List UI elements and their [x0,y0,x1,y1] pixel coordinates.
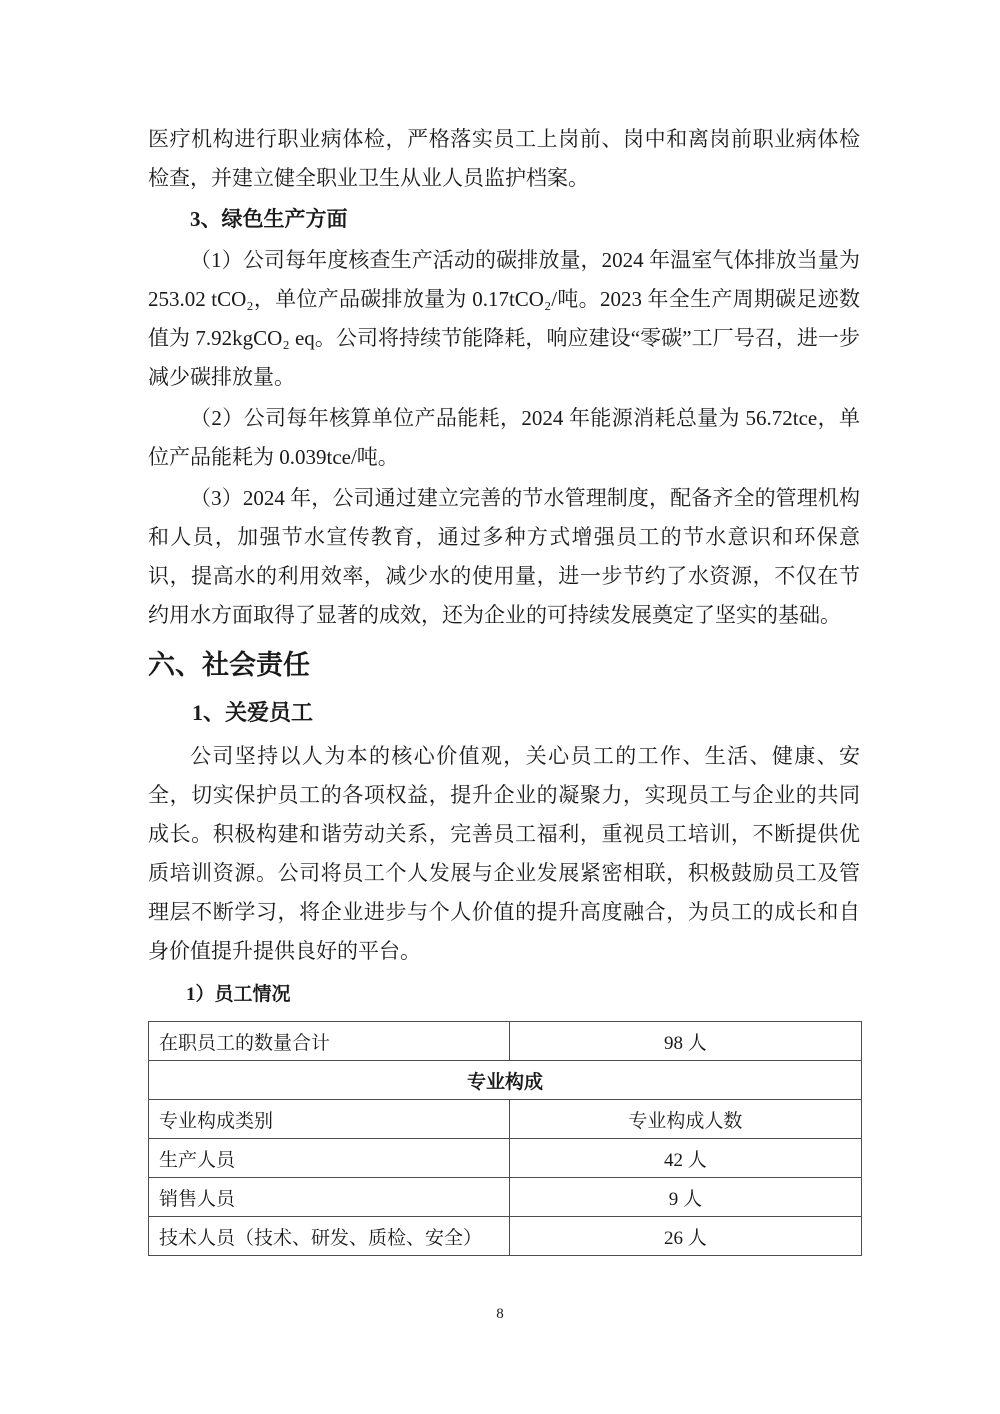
paragraph-occupational-health-continuation: 医疗机构进行职业病体检，严格落实员工上岗前、岗中和离岗前职业病体检检查，并建立健全职业卫生从业人员监护档案。 [148,127,860,190]
heading-social-responsibility: 六、社会责任 [148,650,310,680]
heading-care-employees: 1、关爱员工 [192,700,314,725]
category-technical-staff: 技术人员（技术、研发、质检、安全） [149,1217,510,1256]
table-row-column-headers [149,1100,862,1139]
count-technical-staff: 26 人 [509,1217,861,1256]
professional-composition-header: 专业构成 [149,1061,862,1100]
count-sales-staff: 9 人 [509,1178,861,1217]
page-number: 8 [496,1306,504,1322]
total-employees-label: 在职员工的数量合计 [149,1022,510,1061]
table-row [149,1178,862,1217]
table-row [149,1217,862,1256]
table-row [149,1139,862,1178]
page-content [148,120,860,1256]
column-header-count: 专业构成人数 [509,1100,861,1139]
category-production-staff: 生产人员 [149,1139,510,1178]
table-row-section-header [149,1061,862,1100]
employee-table [148,1021,862,1256]
paragraph-water-saving: （3）2024 年，公司通过建立完善的节水管理制度，配备齐全的管理机构和人员，加强节水宣传教育，通过多种方式增强员工的节水意识和环保意识，提高水的利用效率，减少水的使用量，进一步节约了水资源，不仅在节约用水方面取得了显著的成效，还为企业的可持续发展奠定了坚实的基础。 [148,486,860,627]
paragraph-care-employees: 公司坚持以人为本的核心价值观，关心员工的工作、生活、健康、安全，切实保护员工的各项权益，提升企业的凝聚力，实现员工与企业的共同成长。积极构建和谐劳动关系，完善员工福利，重视员工培训，不断提供优质培训资源。公司将员工个人发展与企业发展紧密相联，积极鼓励员工及管理层不断学习，将企业进步与个人价值的提升高度融合，为员工的成长和自身价值提升提供良好的平台。 [148,744,860,963]
total-employees-value: 98 人 [509,1022,861,1061]
heading-green-production: 3、绿色生产方面 [190,207,348,231]
heading-employee-status: 1）员工情况 [186,984,291,1005]
count-production-staff: 42 人 [509,1139,861,1178]
paragraph-energy-consumption: （2）公司每年核算单位产品能耗，2024 年能源消耗总量为 56.72tce，单位产品能耗为 0.039tce/吨。 [148,406,860,469]
column-header-category: 专业构成类别 [149,1100,510,1139]
paragraph-carbon-emissions: （1）公司每年度核查生产活动的碳排放量，2024 年温室气体排放当量为 253.02 tCO₂，单位产品碳排放量为 0.17tCO₂/吨。2023 年全生产周期碳足迹数值为 7.92kgCO₂ eq。公司将持续节能降耗，响应建设“零碳”工厂号召，进一步减少碳排放量。 [148,248,860,389]
category-sales-staff: 销售人员 [149,1178,510,1217]
table-row-total [149,1022,862,1061]
